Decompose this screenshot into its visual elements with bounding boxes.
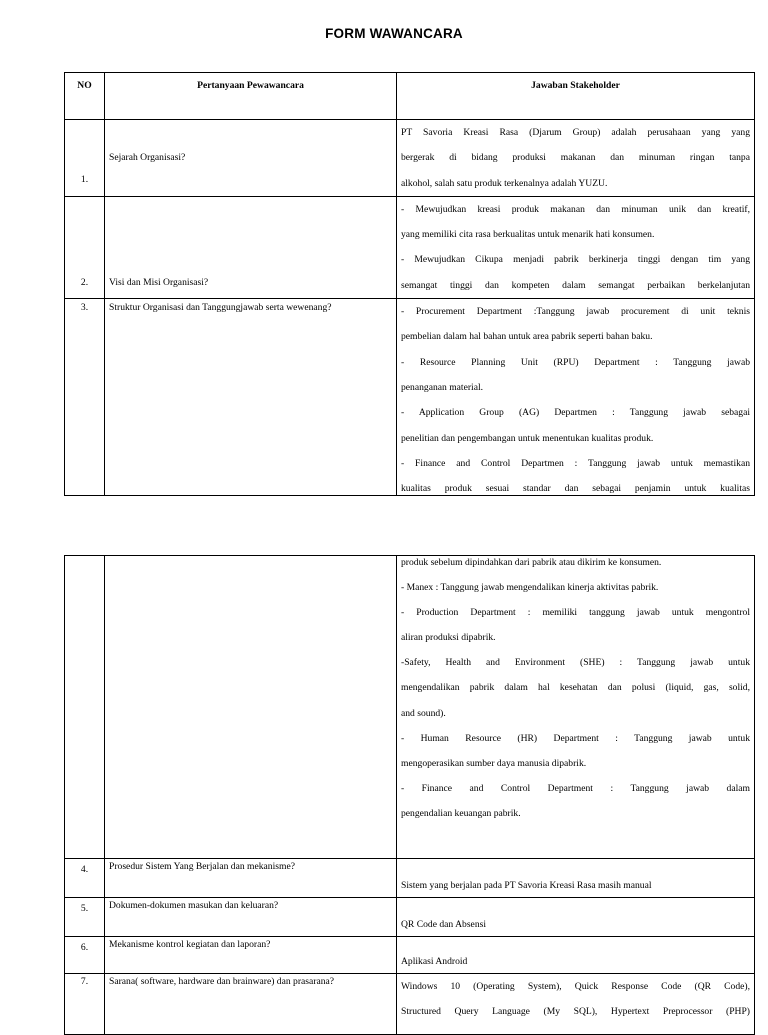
answer-line: -Safety, Health and Environment (SHE) : Tanggung jawab untuk — [401, 657, 750, 669]
row-number: 7. — [65, 974, 105, 1035]
row-number: 5. — [65, 898, 105, 937]
answer-line: and sound). — [401, 707, 446, 719]
answer-line: semangat tinggi dan kompeten dalam semangat perbaikan berkelanjutan — [401, 279, 750, 291]
answer-line: - Production Department : memiliki tanggung jawab untuk mengontrol — [401, 607, 750, 619]
answer-line: - Finance and Control Department : Tanggung jawab dalam — [401, 782, 750, 794]
answer-line: - Manex : Tanggung jawab mengendalikan kinerja aktivitas pabrik. — [401, 582, 659, 594]
answer-cell — [397, 196, 755, 298]
answer-line: - Mewujudkan kreasi produk makanan dan minuman unik dan kreatif, — [401, 203, 750, 215]
question-text: Struktur Organisasi dan Tanggungjawab serta wewenang? — [105, 299, 397, 496]
answer-cell — [397, 299, 755, 496]
answer-line: kualitas produk sesuai standar dan sebagai penjamin untuk kualitas — [401, 483, 750, 495]
answer-cell — [397, 120, 755, 197]
row-number: 3. — [65, 299, 105, 496]
page-title: FORM WAWANCARA — [325, 26, 463, 41]
answer-line: produk sebelum dipindahkan dari pabrik atau dikirim ke konsumen. — [401, 557, 662, 568]
interview-table — [64, 72, 755, 496]
row-number: 1. — [80, 174, 89, 185]
table-row — [65, 120, 755, 197]
answer-line: aliran produksi dipabrik. — [401, 632, 496, 644]
question-text: Mekanisme kontrol kegiatan dan laporan? — [105, 937, 397, 974]
question-text: Prosedur Sistem Yang Berjalan dan mekanisme? — [105, 859, 397, 898]
answer-line: Aplikasi Android — [397, 937, 755, 974]
answer-line: - Procurement Department :Tanggung jawab procurement di unit teknis — [401, 306, 750, 318]
row-number: 4. — [65, 859, 105, 898]
answer-cell — [397, 556, 755, 859]
answer-line: Windows 10 (Operating System), Quick Response Code (QR Code), — [401, 981, 750, 992]
answer-line: - Finance and Control Departmen : Tanggung jawab untuk memastikan — [401, 457, 750, 469]
answer-line: - Application Group (AG) Departmen : Tanggung jawab sebagai — [401, 407, 750, 419]
answer-line: mengendalikan pabrik dalam hal kesehatan dan polusi (liquid, gas, solid, — [401, 682, 750, 694]
table-row — [65, 299, 755, 496]
header-no: NO — [65, 73, 105, 120]
answer-line: - Mewujudkan Cikupa menjadi pabrik berkinerja tinggi dengan tim yang — [401, 254, 750, 266]
header-answer: Jawaban Stakeholder — [397, 73, 755, 120]
question-text: Visi dan Misi Organisasi? — [109, 276, 209, 288]
answer-line: - Resource Planning Unit (RPU) Department : Tanggung jawab — [401, 356, 750, 368]
table-row — [65, 937, 755, 974]
answer-line: pengendalian keuangan pabrik. — [401, 807, 521, 819]
question-text: Dokumen-dokumen masukan dan keluaran? — [105, 898, 397, 937]
table-row — [65, 196, 755, 298]
answer-line: alkohol, salah satu produk terkenalnya adalah YUZU. — [401, 177, 608, 189]
answer-line: pembelian dalam hal bahan untuk area pabrik seperti bahan baku. — [401, 331, 653, 343]
answer-line: PT Savoria Kreasi Rasa (Djarum Group) adalah perusahaan yang yang — [401, 127, 750, 138]
row-number: 6. — [65, 937, 105, 974]
row-number — [65, 556, 105, 859]
table-row — [65, 974, 755, 1035]
header-question: Pertanyaan Pewawancara — [105, 73, 397, 120]
table-row — [65, 556, 755, 859]
answer-cell — [397, 974, 755, 1035]
answer-line: yang memiliki cita rasa berkualitas untuk menarik hati konsumen. — [401, 229, 655, 241]
answer-line: penanganan material. — [401, 381, 484, 393]
row-number: 2. — [80, 276, 89, 288]
question-text: Sarana( software, hardware dan brainware) dan prasarana? — [105, 974, 397, 1035]
answer-line: Structured Query Language (My SQL), Hypertext Preprocessor (PHP) — [401, 1006, 750, 1017]
answer-line: Sistem yang berjalan pada PT Savoria Kreasi Rasa masih manual — [397, 859, 755, 898]
answer-line: bergerak di bidang produksi makanan dan minuman ringan tanpa — [401, 152, 750, 164]
answer-line: penelitian dan pengembangan untuk menentukan kualitas produk. — [401, 432, 654, 444]
answer-line: mengoperasikan sumber daya manusia dipabrik. — [401, 757, 587, 769]
table-header-row — [65, 73, 755, 120]
answer-line: - Human Resource (HR) Department : Tanggung jawab untuk — [401, 732, 750, 744]
table-row — [65, 859, 755, 898]
interview-table-continued — [64, 555, 755, 1035]
table-row — [65, 898, 755, 937]
question-text — [105, 556, 397, 859]
question-text: Sejarah Organisasi? — [109, 151, 186, 163]
answer-line: QR Code dan Absensi — [397, 898, 755, 937]
